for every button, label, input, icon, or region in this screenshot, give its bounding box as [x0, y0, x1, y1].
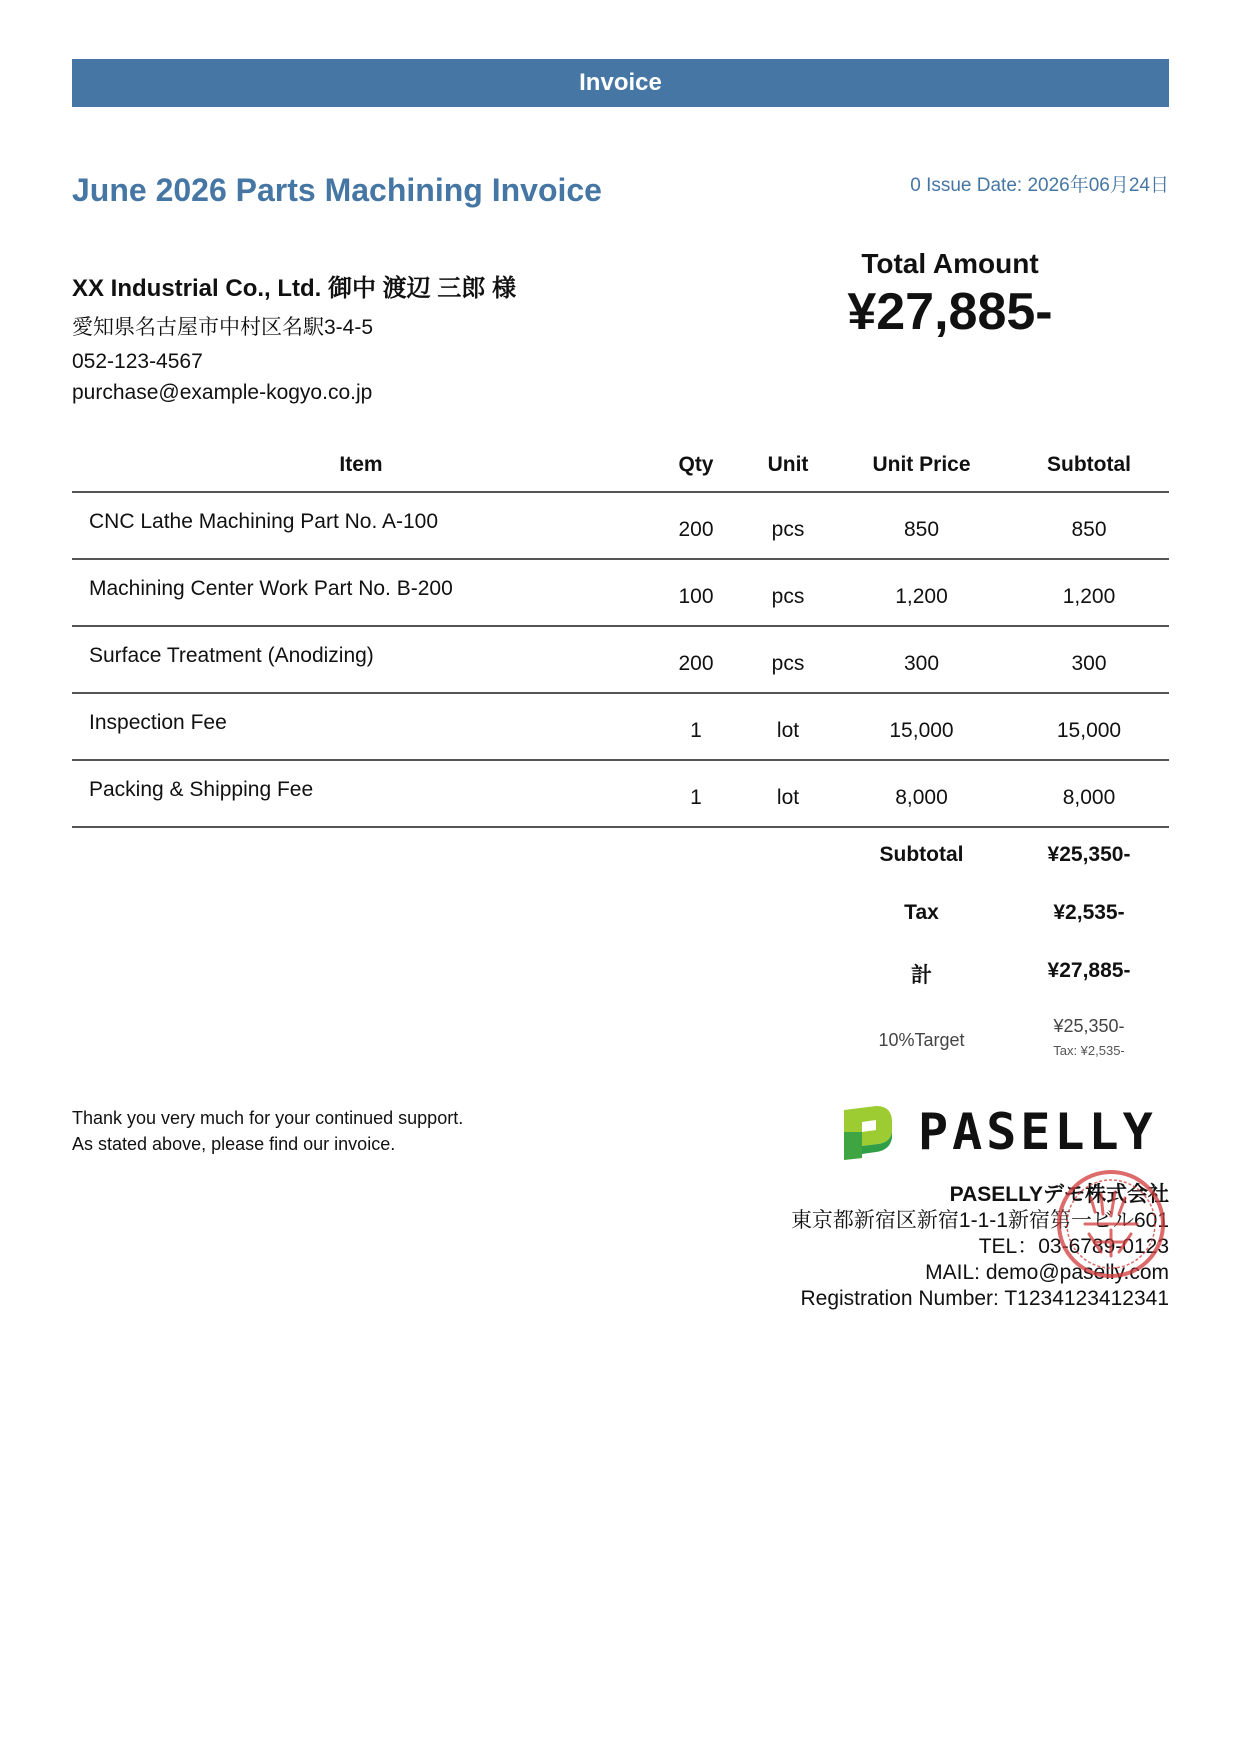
cell-unit: lot [742, 760, 834, 827]
summary-subtotal-label: Subtotal [879, 843, 964, 866]
cell-subtotal: 1,200 [1009, 559, 1169, 626]
issuer-mail: MAIL: demo@paselly.com [925, 1261, 1169, 1284]
tax-rate-tax: Tax: ¥2,535- [1053, 1043, 1125, 1058]
table-row [72, 693, 1169, 760]
cell-qty: 1 [650, 760, 742, 827]
client-phone: 052-123-4567 [72, 350, 203, 373]
thank-you-line-1: Thank you very much for your continued support. [72, 1108, 464, 1128]
company-logo [840, 1100, 1170, 1164]
summary-total-row [834, 959, 1169, 989]
summary-subtotal-value: ¥25,350- [1047, 843, 1131, 866]
cell-qty: 200 [650, 626, 742, 693]
cell-unit-price: 850 [834, 492, 1009, 559]
cell-item: CNC Lathe Machining Part No. A-100 [72, 492, 650, 559]
client-email: purchase@example-kogyo.co.jp [72, 381, 373, 404]
cell-unit: pcs [742, 492, 834, 559]
summary-total-value: ¥27,885- [1047, 959, 1131, 982]
cell-item: Machining Center Work Part No. B-200 [72, 559, 650, 626]
cell-subtotal: 300 [1009, 626, 1169, 693]
header-qty: Qty [650, 438, 742, 492]
cell-qty: 200 [650, 492, 742, 559]
issuer-registration: Registration Number: T1234123412341 [800, 1287, 1169, 1310]
invoice-banner [72, 59, 1169, 107]
cell-unit-price: 8,000 [834, 760, 1009, 827]
thank-you-message [72, 1105, 463, 1157]
tax-rate-breakdown [834, 1016, 1169, 1058]
header-unit: Unit [742, 438, 834, 492]
banner-title: Invoice [579, 69, 662, 96]
table-row [72, 559, 1169, 626]
company-seal-icon [1055, 1168, 1167, 1280]
table-row [72, 492, 1169, 559]
total-amount-label: Total Amount [861, 248, 1039, 279]
cell-qty: 1 [650, 693, 742, 760]
issuer-address: 東京都新宿区新宿1-1-1新宿第一ビル601 [790, 1209, 1169, 1232]
thank-you-line-2: As stated above, please find our invoice. [72, 1134, 396, 1154]
client-name: XX Industrial Co., Ltd. 御中 渡辺 三郎 様 [72, 275, 517, 302]
summary-subtotal-row [834, 843, 1169, 867]
cell-subtotal: 8,000 [1009, 760, 1169, 827]
summary-tax-value: ¥2,535- [1053, 901, 1125, 924]
cell-qty: 100 [650, 559, 742, 626]
line-items-table [72, 438, 1169, 828]
header-subtotal: Subtotal [1009, 438, 1169, 492]
summary-tax-row [834, 901, 1169, 925]
cell-item: Packing & Shipping Fee [72, 760, 650, 827]
issuer-name: PASELLYデモ株式会社 [949, 1183, 1169, 1206]
table-header-row [72, 438, 1169, 492]
logo-wordmark: PASELLY [918, 1103, 1157, 1161]
paselly-logo-icon [840, 1102, 896, 1162]
cell-unit: pcs [742, 559, 834, 626]
cell-unit: lot [742, 693, 834, 760]
tax-rate-amount: ¥25,350- [1053, 1016, 1125, 1036]
summary-tax-label: Tax [904, 901, 939, 924]
table-row [72, 760, 1169, 827]
total-amount-value: ¥27,885- [847, 283, 1053, 341]
tax-rate-label: 10%Target [878, 1030, 965, 1050]
header-unit-price: Unit Price [834, 438, 1009, 492]
issuer-tel: TEL：03-6789-0123 [978, 1235, 1169, 1258]
tax-rate-values [1009, 1016, 1169, 1058]
cell-subtotal: 850 [1009, 492, 1169, 559]
invoice-title: June 2026 Parts Machining Invoice [72, 172, 602, 208]
cell-unit: pcs [742, 626, 834, 693]
total-amount-block [780, 248, 1120, 342]
table-row [72, 626, 1169, 693]
cell-unit-price: 1,200 [834, 559, 1009, 626]
issue-date: 0 Issue Date: 2026年06月24日 [910, 175, 1169, 196]
summary-total-label: 計 [911, 964, 932, 987]
cell-item: Inspection Fee [72, 693, 650, 760]
client-address: 愛知県名古屋市中村区名駅3-4-5 [72, 316, 374, 339]
header-item: Item [72, 438, 650, 492]
cell-unit-price: 15,000 [834, 693, 1009, 760]
cell-unit-price: 300 [834, 626, 1009, 693]
cell-item: Surface Treatment (Anodizing) [72, 626, 650, 693]
cell-subtotal: 15,000 [1009, 693, 1169, 760]
